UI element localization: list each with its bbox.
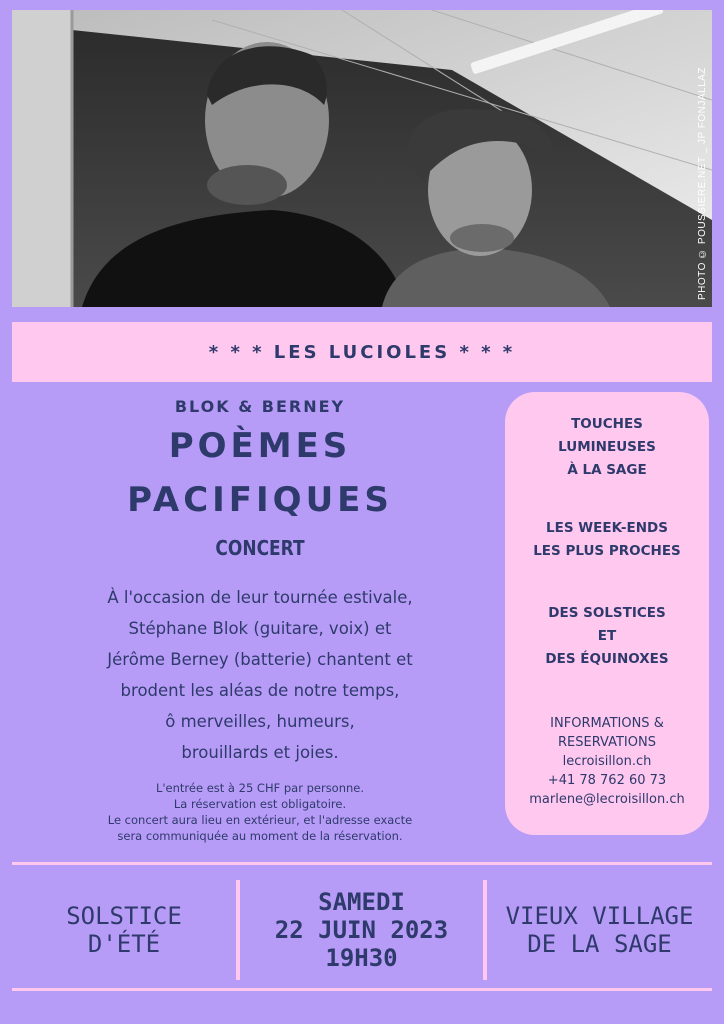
sidebar-line: ET <box>597 628 617 644</box>
footer-line: VIEUX VILLAGE <box>505 902 694 930</box>
info-line: sera communiquée au moment de la réservation. <box>117 829 403 843</box>
sidebar-line: TOUCHES <box>571 416 643 432</box>
band-photo-illustration <box>12 10 712 307</box>
contact-info <box>505 714 709 809</box>
contact-phone[interactable]: +41 78 762 60 73 <box>547 773 667 788</box>
sidebar-line: DES SOLSTICES <box>548 605 666 621</box>
info-line: La réservation est obligatoire. <box>173 797 347 811</box>
artist-names: BLOK & BERNEY <box>174 397 346 416</box>
footer-occasion <box>12 880 236 980</box>
concert-title-line2: PACIFIQUES <box>127 480 393 520</box>
practical-info <box>60 780 460 844</box>
description-line: brodent les aléas de notre temps, <box>120 681 400 700</box>
description-line: brouillards et joies. <box>181 743 339 762</box>
description-line: Stéphane Blok (guitare, voix) et <box>128 619 392 638</box>
sidebar-group-touches <box>505 413 709 482</box>
contact-heading: RESERVATIONS <box>558 735 656 750</box>
sidebar-line: LES WEEK-ENDS <box>546 520 668 536</box>
info-line: Le concert aura lieu en extérieur, et l'adresse exacte <box>107 813 413 827</box>
sidebar-line: LES PLUS PROCHES <box>533 543 681 559</box>
concert-title-line1: POÈMES <box>168 426 352 466</box>
concert-subtitle: CONCERT <box>215 536 305 560</box>
contact-email[interactable]: marlene@lecroisillon.ch <box>529 792 685 807</box>
footer-time: 19H30 <box>325 944 398 972</box>
footer-bottom-divider <box>12 988 712 991</box>
description-line: À l'occasion de leur tournée estivale, <box>107 588 413 607</box>
photo-credit: PHOTO © POUSSIERE.NET _ JP FONJALLAZ <box>697 67 708 300</box>
footer-date-time <box>240 880 483 980</box>
footer-line: DE LA SAGE <box>527 930 672 958</box>
event-series-title: * * * LES LUCIOLES * * * <box>208 341 516 363</box>
sidebar-line: DES ÉQUINOXES <box>545 651 669 667</box>
footer-line: D'ÉTÉ <box>87 930 161 958</box>
description-line: Jérôme Berney (batterie) chantent et <box>107 650 413 669</box>
footer-line: SOLSTICE <box>66 902 182 930</box>
footer-date: 22 JUIN 2023 <box>274 916 449 944</box>
footer-location <box>487 880 712 980</box>
band-photo <box>12 10 712 307</box>
sidebar-line: LUMINEUSES <box>558 439 656 455</box>
contact-heading: INFORMATIONS & <box>550 716 664 731</box>
event-series-banner <box>12 322 712 382</box>
info-sidebar <box>505 392 709 835</box>
sidebar-line: À LA SAGE <box>567 462 647 478</box>
sidebar-group-solstices <box>505 602 709 671</box>
footer-day: SAMEDI <box>318 888 405 916</box>
footer-top-divider <box>12 862 712 865</box>
sidebar-group-weekends <box>505 517 709 563</box>
contact-website[interactable]: lecroisillon.ch <box>562 754 652 769</box>
info-line: L'entrée est à 25 CHF par personne. <box>155 781 365 795</box>
description-line: ô merveilles, humeurs, <box>165 712 355 731</box>
concert-description <box>60 582 460 768</box>
